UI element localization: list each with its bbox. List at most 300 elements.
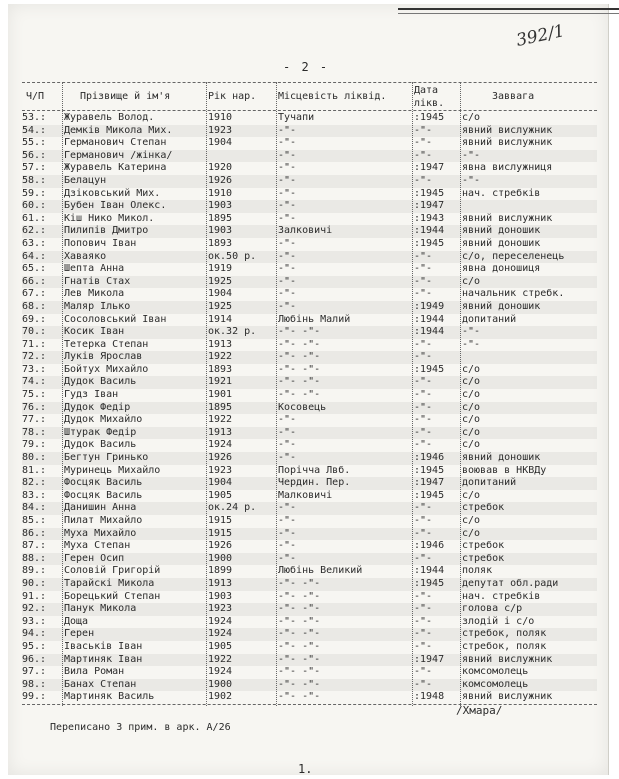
column-separator: [412, 82, 413, 706]
row-name: Демків Микола Мих.: [64, 124, 173, 136]
top-rule-thin: [398, 13, 619, 14]
row-name: Тарайскі Микола: [64, 577, 155, 589]
row-year: 1926: [208, 452, 233, 464]
table-row: [22, 679, 597, 692]
row-name: Маляр Ілько: [64, 300, 131, 312]
row-name: Дзіковський Мих.: [64, 187, 161, 199]
row-number: 97.:: [22, 666, 47, 678]
row-note: депутат обл.ради: [462, 577, 559, 589]
table-row: [22, 402, 597, 415]
row-place: -"-: [278, 275, 297, 287]
row-date: :1947: [414, 200, 445, 212]
row-year: 1923: [208, 464, 233, 476]
row-date: :1944: [414, 225, 445, 237]
row-number: 56.:: [22, 149, 47, 161]
row-name: Герен Осип: [64, 552, 125, 564]
row-date: :1949: [414, 300, 445, 312]
row-year: 1905: [208, 640, 233, 652]
row-name: Іваськів Іван: [64, 640, 143, 652]
row-date: -"-: [414, 628, 433, 640]
header-no: Ч/П: [26, 91, 45, 102]
row-place: -"-: [278, 552, 297, 564]
row-date: -"-: [414, 149, 433, 161]
table-row: [22, 125, 597, 138]
row-date: -"-: [414, 666, 433, 678]
row-name: Мартиняк Іван: [64, 653, 143, 665]
row-number: 59.:: [22, 187, 47, 199]
row-date: -"-: [414, 376, 433, 388]
row-year: 1913: [208, 338, 233, 350]
row-number: 55.:: [22, 137, 47, 149]
table-row: [22, 175, 597, 188]
header-place: Місцевість ліквід.: [278, 91, 387, 102]
row-date: -"-: [414, 250, 433, 262]
row-date: :1945: [414, 237, 445, 249]
row-name: Гудз Іван: [64, 389, 119, 401]
header-year: Рік нар.: [208, 91, 257, 102]
row-date: :1945: [414, 112, 445, 123]
row-number: 90.:: [22, 577, 47, 589]
table-row: [22, 339, 597, 352]
row-note: с/о: [462, 414, 481, 426]
row-number: 69.:: [22, 313, 47, 325]
row-year: 1922: [208, 414, 233, 426]
header-date-line2: лікв.: [414, 98, 445, 109]
row-note: явний доношик: [462, 452, 541, 464]
row-year: 1922: [208, 653, 233, 665]
table-row: [22, 578, 597, 591]
row-place: -"-: [278, 452, 297, 464]
row-name: Лев Микола: [64, 288, 125, 300]
row-date: -"-: [414, 590, 433, 602]
row-number: 54.:: [22, 124, 47, 136]
row-number: 61.:: [22, 212, 47, 224]
row-name: Попович Іван: [64, 237, 137, 249]
row-date: -"-: [414, 502, 433, 514]
row-place: Малковичі: [278, 489, 333, 501]
row-note: с/о: [462, 527, 481, 539]
row-date: :1944: [414, 313, 445, 325]
row-number: 79.:: [22, 439, 47, 451]
table-row: [22, 666, 597, 679]
row-note: с/о: [462, 363, 481, 375]
row-place: -"-: [278, 162, 297, 174]
row-place: -"-: [278, 414, 297, 426]
row-name: Муха Михайло: [64, 527, 137, 539]
table-bottom-rule: [22, 704, 597, 706]
row-number: 81.:: [22, 464, 47, 476]
footnote: Переписано 3 прим. в арк. А/26: [50, 722, 231, 733]
row-place: -"- -"-: [278, 640, 321, 652]
row-place: -"- -"-: [278, 653, 321, 665]
row-place: -"-: [278, 540, 297, 552]
row-place: Чердин. Пер.: [278, 477, 351, 489]
table-row: [22, 641, 597, 654]
row-year: 1924: [208, 615, 233, 627]
row-year: ок.32 р.: [208, 326, 257, 338]
table-row: [22, 502, 597, 515]
row-date: -"-: [414, 389, 433, 401]
row-place: -"- -"-: [278, 376, 321, 388]
top-rule: [398, 8, 619, 10]
row-year: 1895: [208, 212, 233, 224]
row-number: 86.:: [22, 527, 47, 539]
header-date-line1: Дата: [414, 85, 439, 96]
row-place: -"- -"-: [278, 351, 321, 363]
row-number: 88.:: [22, 552, 47, 564]
row-number: 78.:: [22, 426, 47, 438]
row-year: 1915: [208, 515, 233, 526]
row-number: 76.:: [22, 401, 47, 413]
row-name: Мартиняк Василь: [64, 691, 155, 703]
row-date: :1946: [414, 452, 445, 464]
table-row: [22, 389, 597, 402]
row-year: 1913: [208, 426, 233, 438]
liquidation-table: [22, 82, 597, 706]
row-note: явний вислужник: [462, 691, 553, 703]
row-name: Герен: [64, 628, 95, 640]
document-page: [8, 4, 609, 775]
row-year: 1900: [208, 678, 233, 690]
row-year: 1905: [208, 489, 233, 501]
row-number: 84.:: [22, 502, 47, 514]
row-name: Штурак Федір: [64, 426, 137, 438]
row-note: явний вислужник: [462, 124, 553, 136]
row-year: 1924: [208, 439, 233, 451]
row-date: :1945: [414, 464, 445, 476]
row-note: допитаний: [462, 313, 517, 325]
row-place: -"- -"-: [278, 678, 321, 690]
row-year: 1923: [208, 124, 233, 136]
bottom-page-number: 1.: [298, 762, 313, 776]
row-name: Вила Роман: [64, 666, 125, 678]
row-date: -"-: [414, 401, 433, 413]
table-row: [22, 263, 597, 276]
page-number: - 2 -: [283, 60, 330, 74]
column-separator: [276, 82, 277, 706]
row-name: Сосоловський Іван: [64, 313, 167, 325]
archive-handwritten-mark: 392/1: [514, 21, 567, 51]
row-number: 65.:: [22, 263, 47, 275]
column-separator: [206, 82, 207, 706]
row-name: Хаваяко: [64, 250, 107, 262]
row-place: -"-: [278, 149, 297, 161]
row-number: 57.:: [22, 162, 47, 174]
row-number: 92.:: [22, 603, 47, 615]
row-number: 98.:: [22, 678, 47, 690]
row-place: -"-: [278, 300, 297, 312]
row-date: :1945: [414, 489, 445, 501]
row-place: -"-: [278, 212, 297, 224]
table-row: [22, 188, 597, 201]
row-date: -"-: [414, 174, 433, 186]
row-note: явний доношик: [462, 225, 541, 237]
row-number: 62.:: [22, 225, 47, 237]
row-date: -"-: [414, 275, 433, 287]
row-date: -"-: [414, 515, 433, 526]
row-note: -"-: [462, 338, 481, 350]
row-place: -"-: [278, 124, 297, 136]
row-name: Бегтун Гринько: [64, 452, 149, 464]
row-year: 1893: [208, 237, 233, 249]
table-row: [22, 251, 597, 264]
row-number: 83.:: [22, 489, 47, 501]
row-year: 1904: [208, 288, 233, 300]
row-number: 95.:: [22, 640, 47, 652]
row-note: стребок: [462, 540, 505, 552]
row-note: стребок, поляк: [462, 640, 547, 652]
row-place: -"-: [278, 502, 297, 514]
table-row: [22, 515, 597, 528]
table-row: [22, 477, 597, 490]
row-date: -"-: [414, 426, 433, 438]
row-place: -"-: [278, 250, 297, 262]
row-date: -"-: [414, 527, 433, 539]
row-year: 1901: [208, 389, 233, 401]
row-note: поляк: [462, 565, 493, 577]
row-note: явна доношиця: [462, 263, 541, 275]
table-row: [22, 364, 597, 377]
row-date: -"-: [414, 351, 433, 363]
row-year: 1914: [208, 313, 233, 325]
row-note: явний вислужник: [462, 212, 553, 224]
table-row: [22, 414, 597, 427]
row-date: -"-: [414, 263, 433, 275]
row-place: -"-: [278, 288, 297, 300]
table-row: [22, 351, 597, 364]
table-row: [22, 439, 597, 452]
row-name: Журавель Катерина: [64, 162, 167, 174]
row-date: :1947: [414, 162, 445, 174]
table-row: [22, 376, 597, 389]
row-number: 72.:: [22, 351, 47, 363]
row-note: явна вислужниця: [462, 162, 553, 174]
header-date: [414, 84, 458, 110]
row-note: с/о: [462, 112, 481, 123]
row-number: 66.:: [22, 275, 47, 287]
row-name: Тетерка Степан: [64, 338, 149, 350]
row-number: 85.:: [22, 515, 47, 526]
row-date: :1944: [414, 326, 445, 338]
row-number: 67.:: [22, 288, 47, 300]
row-year: ок.50 р.: [208, 250, 257, 262]
row-name: Германович /жінка/: [64, 149, 173, 161]
row-place: -"- -"-: [278, 363, 321, 375]
table-row: [22, 326, 597, 339]
row-date: :1945: [414, 363, 445, 375]
row-date: -"-: [414, 678, 433, 690]
row-date: -"-: [414, 137, 433, 149]
row-place: -"- -"-: [278, 691, 321, 703]
row-number: 96.:: [22, 653, 47, 665]
table-row: [22, 150, 597, 163]
row-number: 64.:: [22, 250, 47, 262]
row-name: Германович Степан: [64, 137, 167, 149]
row-year: 1926: [208, 174, 233, 186]
table-row: [22, 528, 597, 541]
table-row: [22, 213, 597, 226]
table-row: [22, 225, 597, 238]
row-date: -"-: [414, 288, 433, 300]
table-row: [22, 452, 597, 465]
row-note: комсомолець: [462, 666, 529, 678]
row-year: 1920: [208, 162, 233, 174]
row-name: Бойтух Михайло: [64, 363, 149, 375]
table-row: [22, 616, 597, 629]
row-number: 87.:: [22, 540, 47, 552]
row-note: -"-: [462, 149, 481, 161]
header-note: Заввага: [492, 91, 535, 102]
table-row: [22, 137, 597, 150]
row-note: явний доношик: [462, 300, 541, 312]
row-year: 1904: [208, 137, 233, 149]
row-year: 1923: [208, 603, 233, 615]
row-number: 63.:: [22, 237, 47, 249]
row-year: 1924: [208, 666, 233, 678]
row-name: Доща: [64, 615, 89, 627]
table-row: [22, 200, 597, 213]
signature: /Хмара/: [456, 704, 503, 717]
row-place: -"-: [278, 263, 297, 275]
table-row: [22, 276, 597, 289]
row-name: Пилат Михайло: [64, 515, 143, 526]
row-place: -"- -"-: [278, 326, 321, 338]
row-date: -"-: [414, 603, 433, 615]
row-note: стребок: [462, 502, 505, 514]
row-number: 68.:: [22, 300, 47, 312]
row-name: Пилипів Дмитро: [64, 225, 149, 237]
table-row: [22, 691, 597, 704]
row-year: 1903: [208, 225, 233, 237]
row-year: 1893: [208, 363, 233, 375]
row-number: 71.:: [22, 338, 47, 350]
table-row: [22, 465, 597, 478]
table-row: [22, 628, 597, 641]
row-place: Порічча Лвб.: [278, 464, 351, 476]
row-year: 1924: [208, 628, 233, 640]
row-note: с/о: [462, 275, 481, 287]
row-name: Дудок Михайло: [64, 414, 143, 426]
row-note: допитаний: [462, 477, 517, 489]
row-date: :1945: [414, 187, 445, 199]
row-year: 1902: [208, 691, 233, 703]
row-name: Банах Степан: [64, 678, 137, 690]
row-date: -"-: [414, 338, 433, 350]
row-number: 58.:: [22, 174, 47, 186]
row-place: -"- -"-: [278, 603, 321, 615]
row-note: явний вислужник: [462, 137, 553, 149]
row-name: Фосцяк Василь: [64, 477, 143, 489]
row-year: 1913: [208, 577, 233, 589]
table-row: [22, 553, 597, 566]
row-date: -"-: [414, 552, 433, 564]
row-number: 73.:: [22, 363, 47, 375]
row-note: с/о: [462, 489, 481, 501]
row-note: воював в НКВДу: [462, 464, 547, 476]
row-name: Кіш Нико Микол.: [64, 212, 155, 224]
row-place: Тучапи: [278, 112, 315, 123]
row-number: 82.:: [22, 477, 47, 489]
row-date: :1946: [414, 540, 445, 552]
row-note: стребок: [462, 552, 505, 564]
row-date: -"-: [414, 439, 433, 451]
row-note: нач. стребків: [462, 590, 541, 602]
row-year: 1895: [208, 401, 233, 413]
row-note: -"-: [462, 174, 481, 186]
row-year: 1903: [208, 590, 233, 602]
row-number: 91.:: [22, 590, 47, 602]
row-date: -"-: [414, 414, 433, 426]
row-name: Гнатів Стах: [64, 275, 131, 287]
row-note: злодій і с/о: [462, 615, 535, 627]
row-place: Любінь Малий: [278, 313, 351, 325]
row-place: -"- -"-: [278, 389, 321, 401]
row-number: 75.:: [22, 389, 47, 401]
row-place: Любінь Великий: [278, 565, 363, 577]
table-row: [22, 591, 597, 604]
row-number: 93.:: [22, 615, 47, 627]
table-row: [22, 238, 597, 251]
row-place: -"-: [278, 515, 297, 526]
row-name: Дудок Василь: [64, 376, 137, 388]
row-number: 74.:: [22, 376, 47, 388]
column-separator: [460, 82, 461, 706]
row-name: Белацун: [64, 174, 107, 186]
row-name: Муха Степан: [64, 540, 131, 552]
row-place: -"- -"-: [278, 666, 321, 678]
row-name: Луків Ярослав: [64, 351, 143, 363]
row-year: ок.24 р.: [208, 502, 257, 514]
row-note: комсомолець: [462, 678, 529, 690]
row-note: с/о: [462, 515, 481, 526]
row-note: -"-: [462, 326, 481, 338]
table-row: [22, 427, 597, 440]
row-place: -"- -"-: [278, 577, 321, 589]
row-note: с/о: [462, 439, 481, 451]
row-name: Панук Микола: [64, 603, 137, 615]
row-note: стребок, поляк: [462, 628, 547, 640]
column-separator: [62, 82, 63, 706]
row-number: 70.:: [22, 326, 47, 338]
table-header: [22, 84, 597, 110]
row-note: с/о: [462, 389, 481, 401]
row-place: Косовець: [278, 401, 327, 413]
table-body: [22, 112, 597, 704]
table-row: [22, 288, 597, 301]
row-year: 1925: [208, 300, 233, 312]
row-number: 53.:: [22, 112, 47, 123]
table-row: [22, 654, 597, 667]
row-place: -"-: [278, 237, 297, 249]
table-row: [22, 540, 597, 553]
row-note: явний доношик: [462, 237, 541, 249]
table-row: [22, 565, 597, 578]
row-name: Фосцяк Василь: [64, 489, 143, 501]
row-year: 1903: [208, 200, 233, 212]
row-place: -"-: [278, 200, 297, 212]
row-number: 94.:: [22, 628, 47, 640]
table-row: [22, 112, 597, 125]
header-name: Прізвище й ім'я: [80, 91, 171, 102]
row-year: 1919: [208, 263, 233, 275]
row-date: :1947: [414, 653, 445, 665]
row-name: Данишин Анна: [64, 502, 137, 514]
row-note: явний вислужник: [462, 653, 553, 665]
row-name: Журавель Волод.: [64, 112, 155, 123]
row-year: 1922: [208, 351, 233, 363]
row-place: -"-: [278, 137, 297, 149]
row-place: Залковичі: [278, 225, 333, 237]
